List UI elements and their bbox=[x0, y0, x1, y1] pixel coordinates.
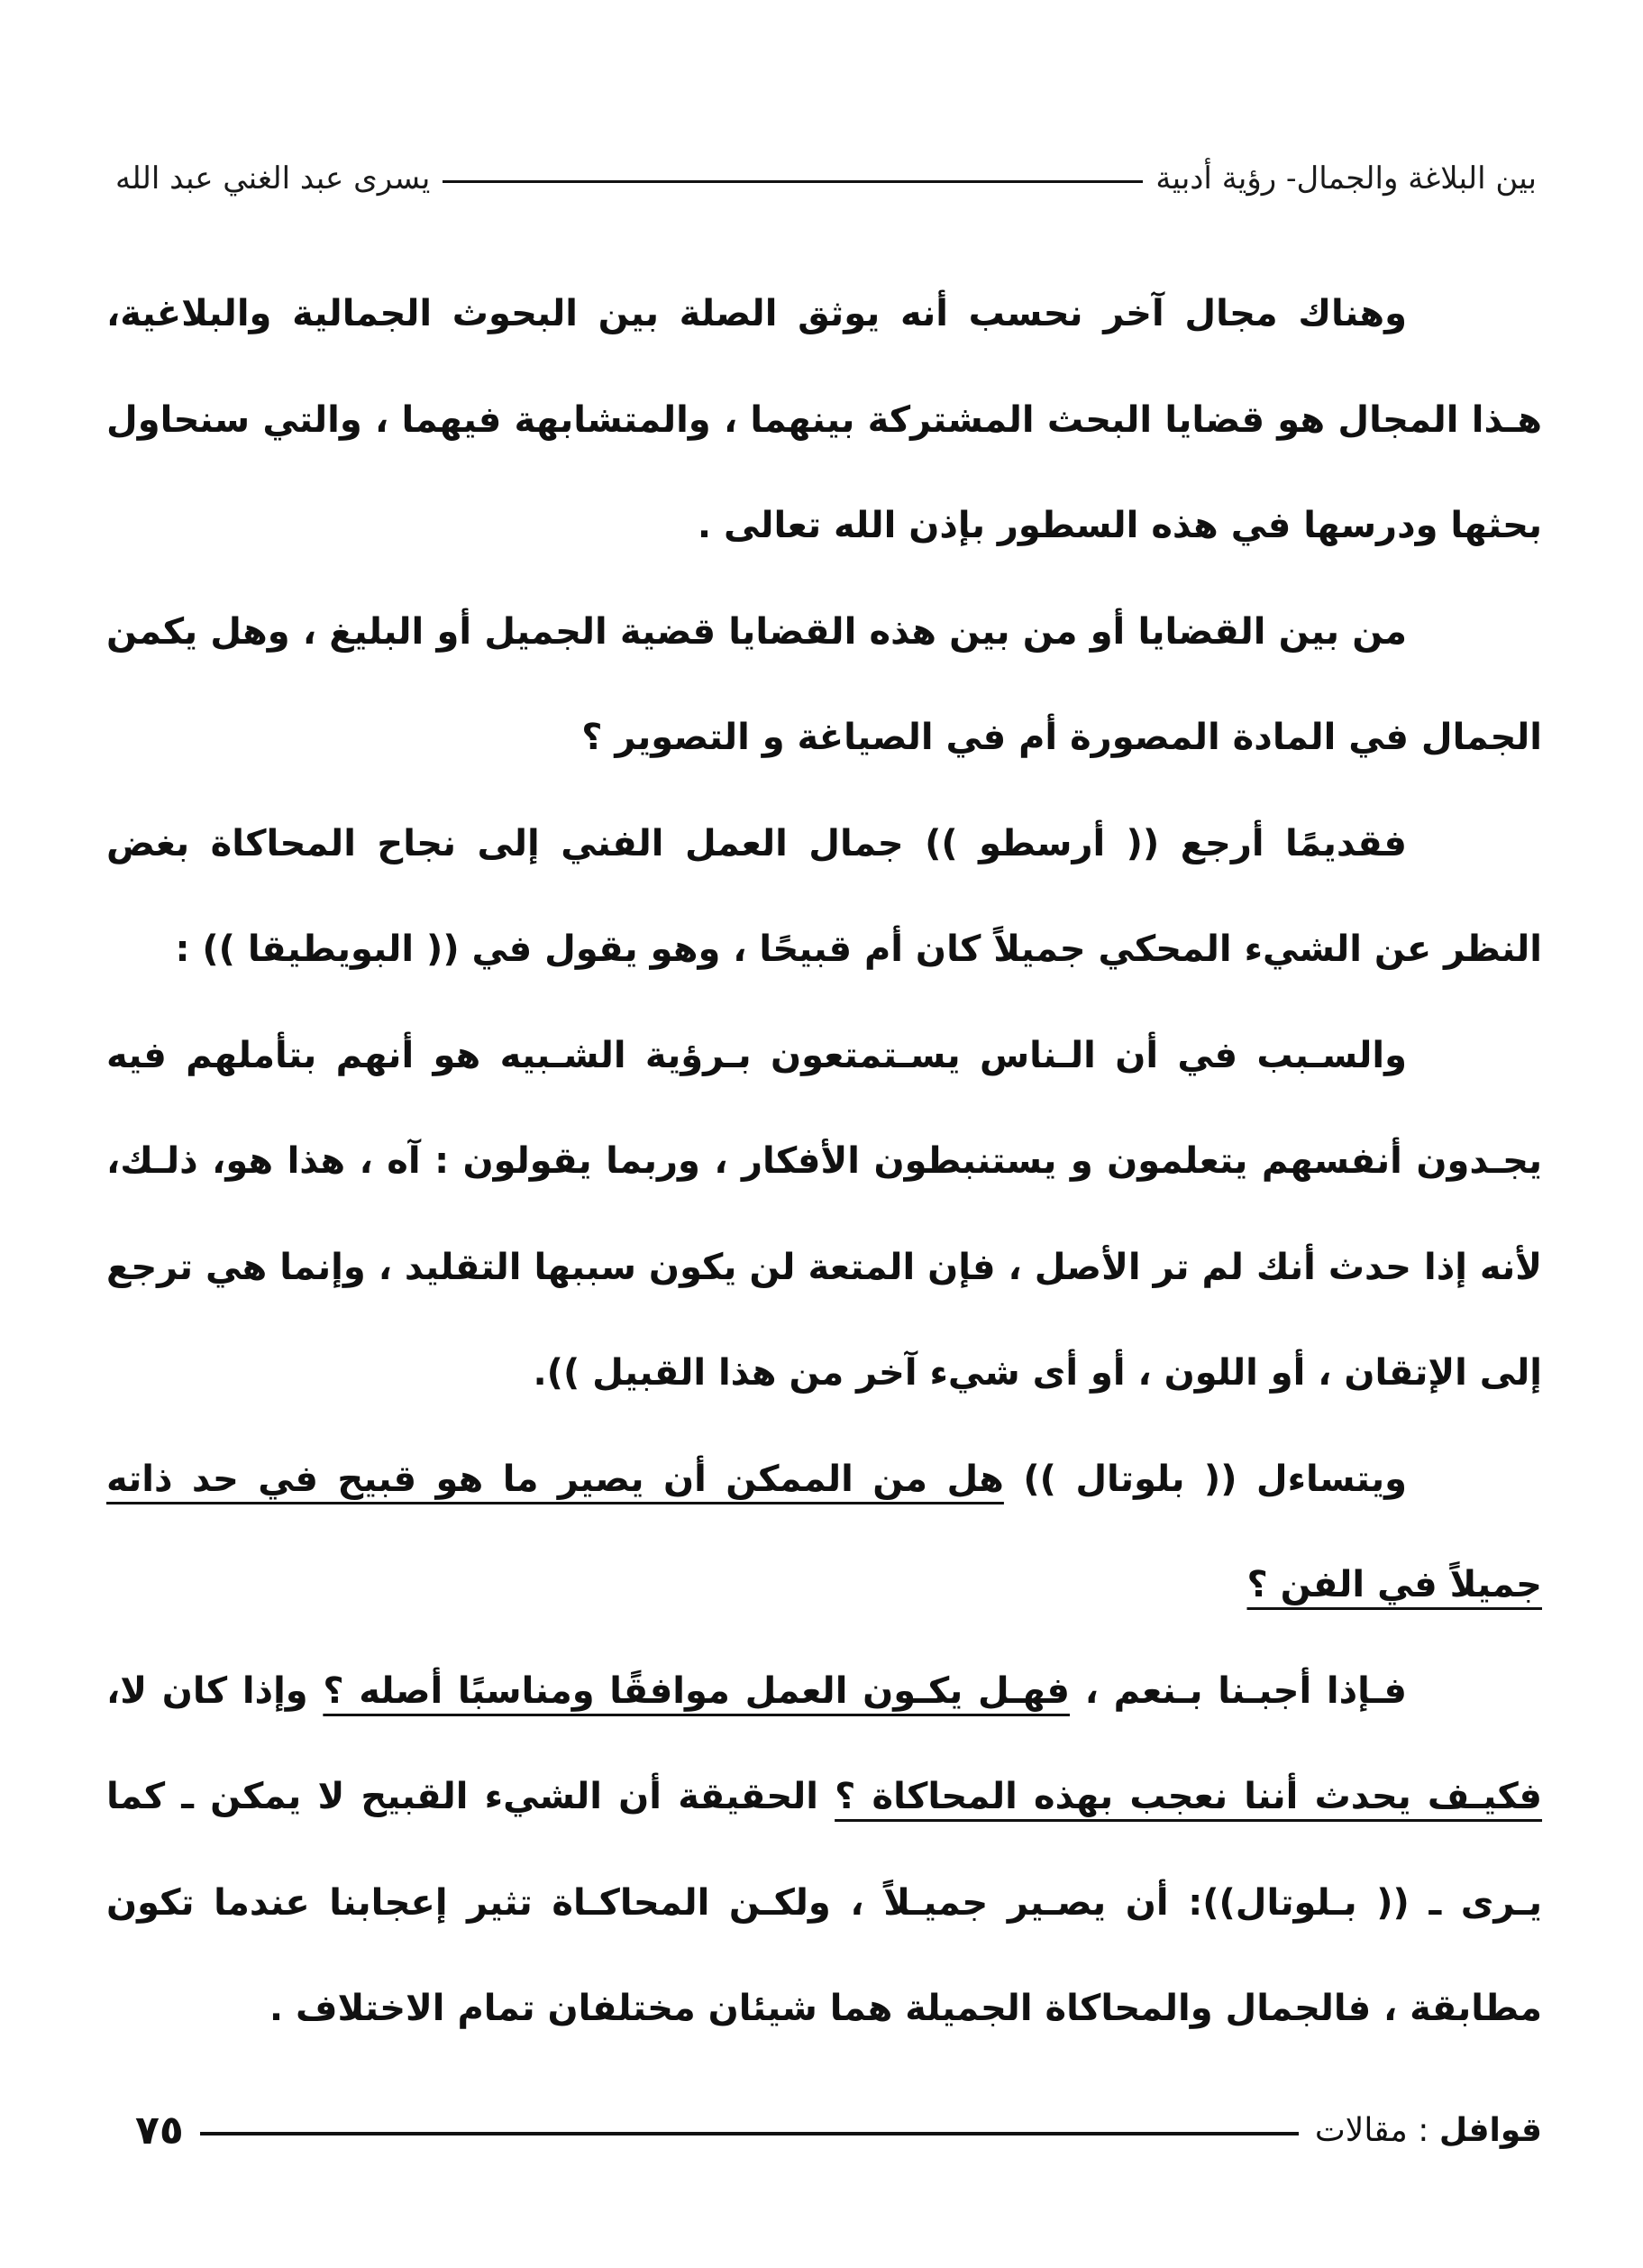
paragraph-3: فقديمًا أرجع (( أرسطو )) جمال العمل الفني إلى نجاح المحاكاة بغض النظر عن الشيء المحكي جميلاً كان أم قبيحًا ، وهو يقول في (( البويطيقا )) : bbox=[106, 822, 1542, 970]
underlined-question: هل من الممكن أن يصير ما هو قبيح في حد ذاته جميلاً في الفن ؟ bbox=[106, 1458, 1542, 1605]
paragraph-5 bbox=[106, 1427, 1542, 1639]
author-name: يسرى عبد الغني عبد الله bbox=[115, 160, 431, 197]
paragraph-5-lead: ويتساءل (( بلوتال )) bbox=[1003, 1458, 1407, 1500]
underlined-question-1: فهـل يكـون العمل موافقًا ومناسبًا أصله ؟ bbox=[323, 1669, 1070, 1712]
series-label bbox=[1315, 2112, 1542, 2149]
paragraph-6-lead: فـإذا أجبـنا بـنعم ، bbox=[1069, 1669, 1407, 1712]
paragraph-6-mid: وإذا كان لا، bbox=[106, 1669, 324, 1712]
quotation-paragraph: والسـبب في أن الـناس يسـتمتعون بـرؤية الشـبيه هو أنهم بتأملهم فيه يجـدون أنفسهم يتعلمون و يستنبطون الأفكار ، وربما يقولون : آه ، هذا هو، ذلـك، لأنه إذا حدث أنك لم تر الأصل ، فإن المتعة لن يكون سببها التقليد ، وإنما هي ترجع إلى الإتقان ، أو اللون ، أو أى شيء آخر من هذا القبيل )). bbox=[106, 1034, 1542, 1394]
paragraph-1: وهناك مجال آخر نحسب أنه يوثق الصلة بين البحوث الجمالية والبلاغية، هـذا المجال هو قضايا البحث المشتركة بينهما ، والمتشابهة فيهما ، والتي سنحاول بحثها ودرسها في هذه السطور بإذن الله تعالى . bbox=[106, 293, 1542, 546]
paragraph-2: من بين القضايا أو من بين هذه القضايا قضية الجميل أو البليغ ، وهل يكمن الجمال في المادة المصورة أم في الصياغة و التصوير ؟ bbox=[106, 610, 1542, 758]
series-sub: : مقالات bbox=[1314, 2111, 1429, 2149]
book-title: بين البلاغة والجمال- رؤية أدبية bbox=[1155, 160, 1537, 197]
page-number: ٧٥ bbox=[135, 2107, 184, 2154]
header-rule bbox=[443, 180, 1143, 183]
underlined-question-2: فكيـف يحدث أننا نعجب بهذه المحاكاة ؟ bbox=[835, 1776, 1543, 1817]
running-header bbox=[115, 151, 1537, 206]
page-footer bbox=[135, 2099, 1542, 2162]
paragraph-6 bbox=[106, 1639, 1542, 2062]
series-name: قوافل bbox=[1438, 2111, 1542, 2149]
footer-rule bbox=[200, 2132, 1299, 2135]
body-text bbox=[106, 261, 1542, 2062]
paragraph-6-tail: الحقيقة أن الشيء القبيح لا يمكن ـ كما يـرى ـ (( بـلوتال)): أن يصـير جميـلاً ، ولكـن المحاكـاة تثير إعجابنا عندما تكون مطابقة ، فالجمال والمحاكاة الجميلة هما شيئان مختلفان تمام الاختلاف . bbox=[106, 1776, 1542, 2029]
